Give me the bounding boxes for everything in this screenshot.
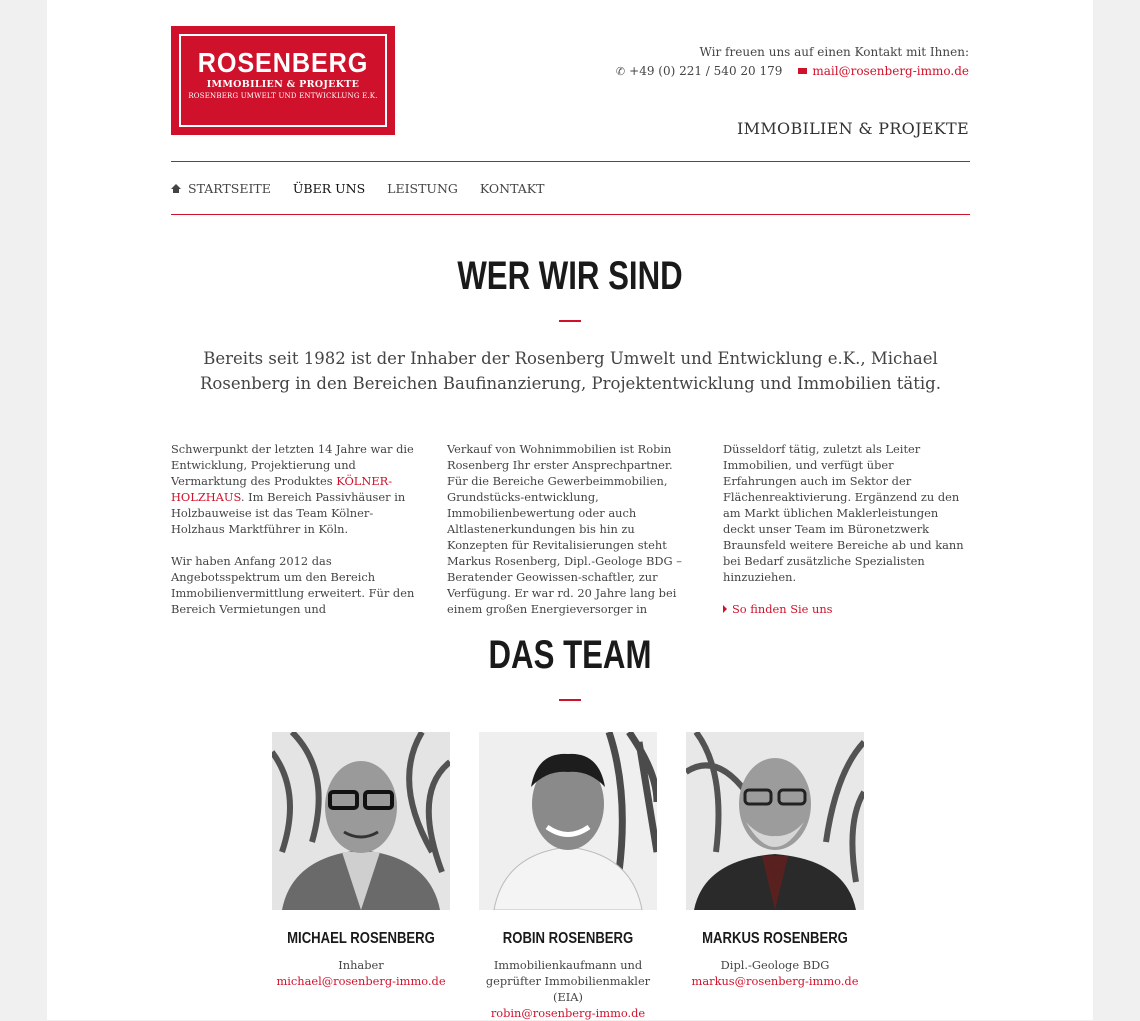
contact-line [616,64,969,78]
find-us-link[interactable] [723,601,967,617]
nav-top-divider [171,161,970,162]
portrait-photo [272,732,450,910]
home-icon [171,184,181,193]
nav-item-ueber-uns[interactable]: ÜBER UNS [292,181,366,196]
portrait-photo [479,732,657,910]
about-column-1 [171,441,415,633]
team-member-card [272,732,450,989]
about-lead: Bereits seit 1982 ist der Inhaber der Rosenberg Umwelt und Entwicklung e.K., Michael Rosenberg in den Bereichen Baufinanzierung, Projektentwicklung und Immobilien tätig. [200,349,941,393]
phone-number[interactable]: +49 (0) 221 / 540 20 179 [629,64,783,78]
team-member-card [686,732,864,989]
member-role: Immobilienkaufmann und geprüfter Immobilienmakler (EIA) [485,958,651,1004]
member-name: ROBIN ROSENBERG [502,930,634,947]
logo-frame [179,34,387,127]
member-role: Inhaber [338,958,384,972]
koelner-holzhaus-link[interactable]: KÖLNER-HOLZHAUS [171,474,393,504]
about-paragraph: Düsseldorf tätig, zuletzt als Leiter Immobilien, und verfügt über Erfahrungen auch im Sektor der Flächenreaktivierung. Ergänzend zu den am Markt üblichen Maklerleistungen deckt unser Team im Büronetzwerk Braunsfeld weitere Bereiche ab und kann bei Bedarf zusätzliche Spezialisten hinzuziehen. [723,442,964,584]
about-text: Schwerpunkt der letzten 14 Jahre war die Entwicklung, Projektierung und Vermarktung des Produktes [171,442,414,488]
page [47,0,1093,1020]
nav-item-leistung[interactable]: LEISTUNG [387,181,458,196]
about-paragraph: Wir haben Anfang 2012 das Angebotsspektrum um den Bereich Immobilienvermittlung erweitert. Für den Bereich Vermietungen und [171,554,415,616]
about-heading: WER WIR SIND [457,254,683,298]
logo-title: ROSENBERG [197,47,369,78]
main-nav [171,181,566,196]
member-role: Dipl.-Geologe BDG [720,958,830,972]
logo[interactable] [171,26,395,135]
about-paragraph [171,441,415,537]
logo-subtitle: IMMOBILIEN & PROJEKTE [206,79,360,90]
member-email-link[interactable]: michael@rosenberg-immo.de [276,974,446,988]
header-tagline: IMMOBILIEN & PROJEKTE [737,119,969,138]
member-name: MARKUS ROSENBERG [702,930,848,947]
team-heading: DAS TEAM [488,633,652,677]
nav-item-startseite[interactable] [171,181,271,196]
logo-company: ROSENBERG UMWELT UND ENTWICKLUNG E.K. [188,92,378,100]
phone-icon: ✆ [615,64,626,78]
nav-bottom-divider [171,214,970,215]
header-email-link[interactable]: mail@rosenberg-immo.de [812,64,969,78]
nav-item-label: STARTSEITE [188,181,271,196]
member-email-link[interactable]: robin@rosenberg-immo.de [490,1006,646,1020]
mail-icon [798,68,807,74]
about-text: . Im Bereich Passivhäuser in Holzbauweise ist das Team Kölner-Holzhaus Marktführer in Köln. [171,490,406,536]
portrait-photo [686,732,864,910]
member-email-link[interactable]: markus@rosenberg-immo.de [691,974,859,988]
about-paragraph: Verkauf von Wohnimmobilien ist Robin Rosenberg Ihr erster Ansprechpartner. Für die Bereiche Gewerbeimmobilien, Grundstücks-entwicklung, Immobilienbewertung oder auch Altlastenerkundungen bis hin zu Konzepten für Revitalisierungen steht Markus Rosenberg, Dipl.-Geologe BDG – Beratender Geowissen-schaftler, zur Verfügung. Er war rd. 20 Jahre lang bei einem großen Energieversorger in [447,442,682,616]
find-us-label: So finden Sie uns [732,602,833,616]
about-heading-accent [559,320,581,322]
member-name: MICHAEL ROSENBERG [287,930,435,947]
team-member-card [479,732,657,1021]
about-column-3 [723,441,967,617]
caret-right-icon [723,605,727,613]
nav-item-kontakt[interactable]: KONTAKT [479,181,545,196]
team-heading-accent [559,699,581,701]
about-column-2 [447,441,691,633]
contact-intro: Wir freuen uns auf einen Kontakt mit Ihnen: [699,45,969,59]
